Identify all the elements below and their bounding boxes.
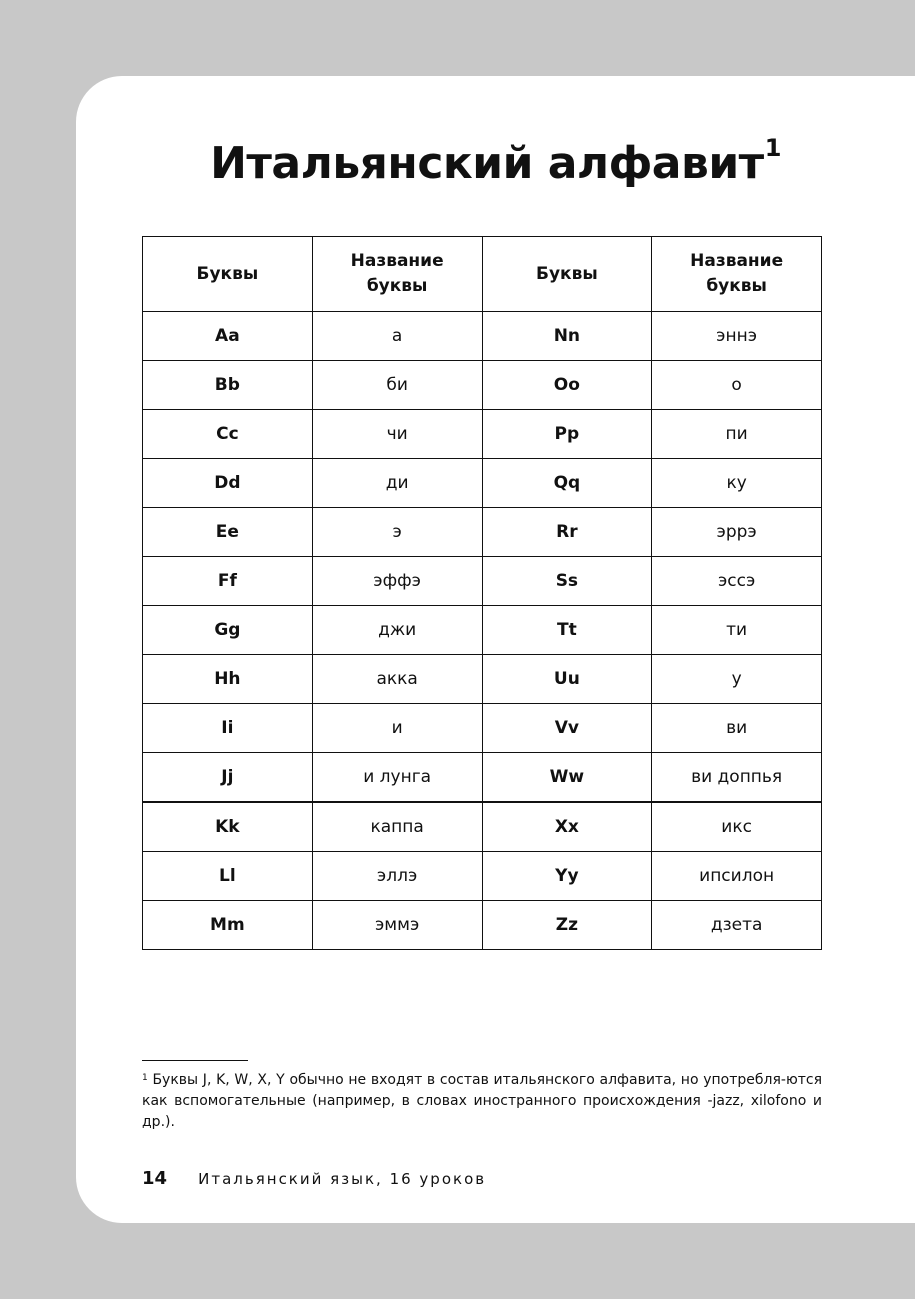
table-row xyxy=(143,312,822,361)
letter-name-cell: дзета xyxy=(652,901,822,950)
page-footer xyxy=(142,1168,486,1189)
table-row xyxy=(143,606,822,655)
table-header-row xyxy=(143,237,822,312)
letter-name-cell: икс xyxy=(652,802,822,852)
letter-name-cell: э xyxy=(312,508,482,557)
letter-name-cell: эллэ xyxy=(312,852,482,901)
letter-cell: Bb xyxy=(143,361,313,410)
letter-name-cell: эммэ xyxy=(312,901,482,950)
table-row xyxy=(143,655,822,704)
letter-name-cell: и лунга xyxy=(312,753,482,803)
header-name-2: Название буквы xyxy=(652,237,822,312)
letter-name-cell: эррэ xyxy=(652,508,822,557)
title-text: Итальянский алфавит xyxy=(210,138,764,189)
header-letters-2: Буквы xyxy=(482,237,652,312)
letter-cell: Zz xyxy=(482,901,652,950)
letter-name-cell: би xyxy=(312,361,482,410)
letter-cell: Ww xyxy=(482,753,652,803)
letter-cell: Qq xyxy=(482,459,652,508)
table-row xyxy=(143,704,822,753)
letter-cell: Yy xyxy=(482,852,652,901)
letter-name-cell: и xyxy=(312,704,482,753)
letter-cell: Uu xyxy=(482,655,652,704)
table-row xyxy=(143,459,822,508)
letter-cell: Ee xyxy=(143,508,313,557)
letter-name-cell: чи xyxy=(312,410,482,459)
letter-cell: Ii xyxy=(143,704,313,753)
table-row xyxy=(143,410,822,459)
letter-cell: Gg xyxy=(143,606,313,655)
letter-name-cell: эссэ xyxy=(652,557,822,606)
letter-cell: Hh xyxy=(143,655,313,704)
table-row xyxy=(143,901,822,950)
letter-cell: Kk xyxy=(143,802,313,852)
footnote xyxy=(142,1070,822,1133)
letter-name-cell: джи xyxy=(312,606,482,655)
letter-cell: Vv xyxy=(482,704,652,753)
letter-name-cell: ипсилон xyxy=(652,852,822,901)
letter-cell: Oo xyxy=(482,361,652,410)
letter-cell: Rr xyxy=(482,508,652,557)
letter-cell: Aa xyxy=(143,312,313,361)
table-row xyxy=(143,802,822,852)
letter-name-cell: каппа xyxy=(312,802,482,852)
letter-name-cell: пи xyxy=(652,410,822,459)
letter-name-cell: у xyxy=(652,655,822,704)
page-title xyxy=(76,134,915,189)
header-name-1: Название буквы xyxy=(312,237,482,312)
letter-name-cell: ти xyxy=(652,606,822,655)
header-letters-1: Буквы xyxy=(143,237,313,312)
footnote-text: Буквы J, K, W, X, Y обычно не входят в состав итальянского алфавита, но употребля-ются как вспомогательные (например, в словах иностранного происхождения -jazz, xilofono и др.). xyxy=(142,1072,823,1130)
table-row xyxy=(143,753,822,803)
letter-cell: Xx xyxy=(482,802,652,852)
letter-name-cell: ви доппья xyxy=(652,753,822,803)
book-page xyxy=(76,76,915,1223)
letter-cell: Tt xyxy=(482,606,652,655)
title-footnote-mark: 1 xyxy=(764,134,781,162)
alphabet-table xyxy=(142,236,822,950)
letter-cell: Ll xyxy=(143,852,313,901)
running-title: Итальянский язык, 16 уроков xyxy=(198,1170,487,1188)
table-row xyxy=(143,508,822,557)
letter-name-cell: о xyxy=(652,361,822,410)
letter-name-cell: акка xyxy=(312,655,482,704)
letter-cell: Jj xyxy=(143,753,313,803)
footnote-divider xyxy=(142,1060,248,1061)
letter-cell: Mm xyxy=(143,901,313,950)
letter-name-cell: а xyxy=(312,312,482,361)
letter-name-cell: эннэ xyxy=(652,312,822,361)
footnote-mark: 1 xyxy=(142,1073,148,1083)
letter-name-cell: эффэ xyxy=(312,557,482,606)
table-row xyxy=(143,361,822,410)
letter-cell: Cc xyxy=(143,410,313,459)
letter-cell: Nn xyxy=(482,312,652,361)
letter-name-cell: ди xyxy=(312,459,482,508)
letter-cell: Pp xyxy=(482,410,652,459)
letter-cell: Ss xyxy=(482,557,652,606)
page-number: 14 xyxy=(142,1168,168,1189)
table-row xyxy=(143,557,822,606)
letter-name-cell: ви xyxy=(652,704,822,753)
letter-name-cell: ку xyxy=(652,459,822,508)
letter-cell: Dd xyxy=(143,459,313,508)
table-row xyxy=(143,852,822,901)
letter-cell: Ff xyxy=(143,557,313,606)
